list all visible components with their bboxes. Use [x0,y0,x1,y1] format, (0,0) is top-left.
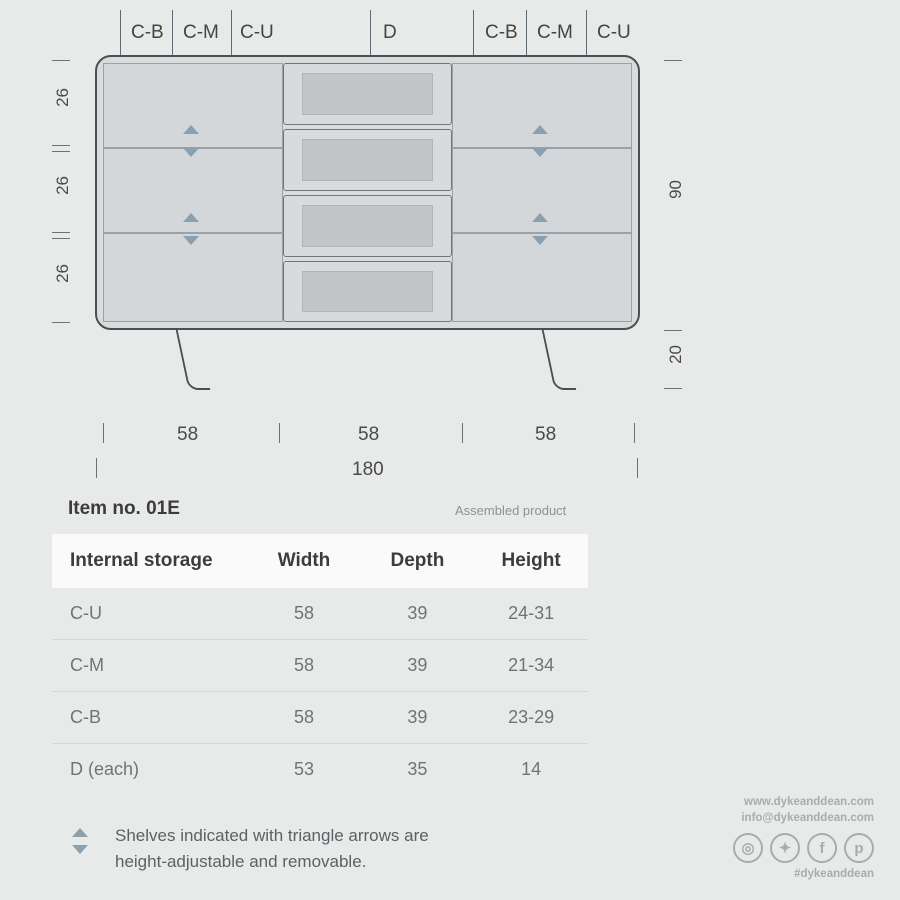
table-row [52,588,588,640]
cell-height: 24-31 [474,588,588,640]
internal-storage-table [52,534,588,795]
cell-depth: 39 [361,692,475,744]
cell-c-u-right [452,63,632,148]
dim-right-20: 20 [666,345,685,364]
drawer-middle [283,129,452,191]
cell-name: D (each) [70,759,140,779]
leg-right [542,330,577,390]
arrow-down-icon-right-lower [532,236,548,245]
arrow-up-icon-left-lower [183,213,199,222]
tick-width-1 [279,423,280,443]
arrow-up-icon-footnote [72,828,88,837]
footnote-text [115,823,429,876]
tick-right-bottom [664,388,682,389]
callout-label-d: D [383,22,397,43]
drawer-top [283,63,452,125]
tick-right-mid [664,330,682,331]
callout-label-c-b-right: C-B [485,22,518,43]
tick-width-2 [462,423,463,443]
cell-depth: 39 [361,588,475,640]
tick-total-right [637,458,638,478]
drawer-top-front [302,73,433,115]
cell-name: C-U [52,588,247,640]
tick-left-2 [52,232,70,233]
footnote-line-1: Shelves indicated with triangle arrows are [115,826,429,845]
social-links [733,833,874,863]
dim-left-26-lower: 26 [53,264,72,283]
drawer-middle-2-front [302,205,433,247]
cell-c-u-left [103,63,283,148]
th-width: Width [247,534,360,588]
branding [733,795,874,880]
cell-name: C-M [52,640,247,692]
footnote-line-2: height-adjustable and removable. [115,852,367,872]
cell-depth: 35 [407,759,428,779]
tick-right-top [664,60,682,61]
instagram-icon[interactable]: ◎ [733,833,763,863]
cell-width: 58 [247,588,360,640]
assembled-product-note: Assembled product [455,503,567,518]
arrow-up-icon-left-upper [183,125,199,134]
arrow-down-icon-footnote [72,845,88,854]
footnote-icons [72,828,88,846]
pinterest-icon[interactable]: p [844,833,874,863]
facebook-icon[interactable]: f [807,833,837,863]
arrow-down-icon-left-lower [183,236,199,245]
drawer-middle-front [302,139,433,181]
th-internal-storage: Internal storage [52,534,247,588]
tick-total-left [96,458,97,478]
leg-left [176,330,211,390]
drawer-bottom-front [302,271,433,312]
cell-height: 21-34 [474,640,588,692]
cell-height: 14 [521,759,542,779]
th-height: Height [474,534,588,588]
cell-c-b-left [103,233,283,322]
brand-email[interactable]: info@dykeanddean.com [741,811,874,824]
drawer-middle-2 [283,195,452,257]
cell-name: C-B [52,692,247,744]
tick-left-1b [52,151,70,152]
cell-width: 58 [247,640,360,692]
arrow-up-icon-right-upper [532,125,548,134]
table-header-row [52,534,588,588]
cell-width: 53 [293,759,314,779]
tick-left-1 [52,145,70,146]
cell-c-b-right [452,233,632,322]
dim-left-26-upper: 26 [53,88,72,107]
brand-hashtag: #dykeanddean [794,868,874,881]
cabinet-drawing [95,55,640,330]
table-row [52,744,588,796]
arrow-up-icon-right-lower [532,213,548,222]
tick-width-3 [634,423,635,443]
dim-left-26-middle: 26 [53,176,72,195]
brand-website[interactable]: www.dykeanddean.com [744,796,874,808]
cell-height: 23-29 [474,692,588,744]
callout-label-c-u-right: C-U [597,22,631,43]
arrow-down-icon-right-upper [532,148,548,157]
item-number: Item no. 01E [68,498,180,519]
arrow-down-icon-left-upper [183,148,199,157]
dim-width-58-center: 58 [358,424,380,445]
th-depth: Depth [361,534,475,588]
drawer-bottom [283,261,452,322]
dim-total-width: 180 [352,459,384,480]
tick-left-bottom [52,322,70,323]
dim-width-58-left: 58 [177,424,199,445]
callout-label-c-m-left: C-M [183,22,219,43]
dim-right-90: 90 [666,180,685,199]
cell-depth: 39 [361,640,475,692]
cell-width: 58 [247,692,360,744]
tick-width-0 [103,423,104,443]
dim-width-58-right: 58 [535,424,557,445]
tick-left-top [52,60,70,61]
table-row [52,640,588,692]
callout-label-c-m-right: C-M [537,22,573,43]
table-row [52,692,588,744]
tick-left-2b [52,238,70,239]
callout-label-c-u-left: C-U [240,22,274,43]
twitter-icon[interactable]: ✦ [770,833,800,863]
callout-label-c-b-left: C-B [131,22,164,43]
